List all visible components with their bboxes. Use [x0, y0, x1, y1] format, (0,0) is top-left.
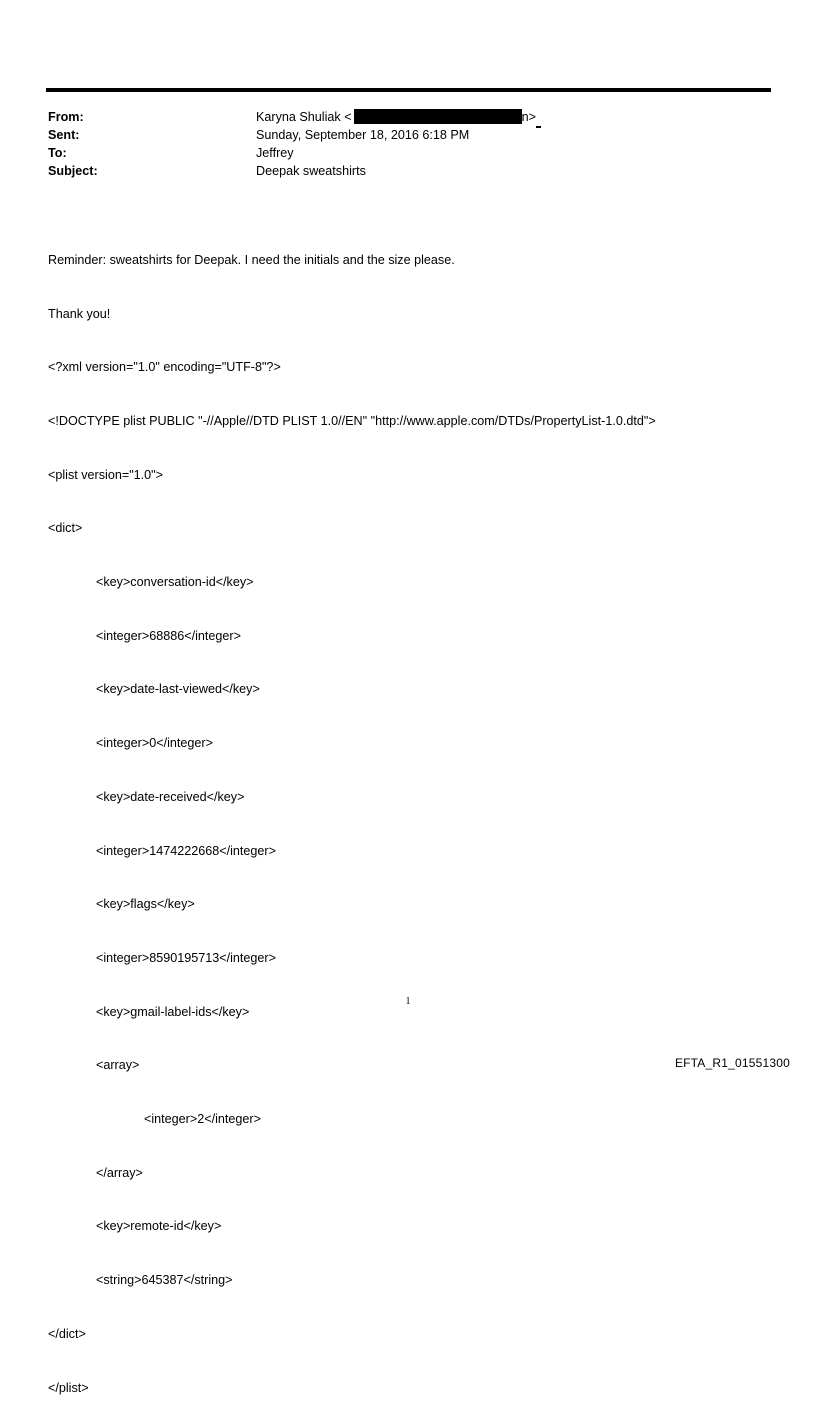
body-line: <key>conversation-id</key>: [96, 575, 254, 590]
body-line: <key>gmail-label-ids</key>: [96, 1004, 250, 1019]
sent-row: [48, 126, 536, 144]
body-line: <integer>68886</integer>: [96, 628, 241, 643]
from-tail: n>: [521, 110, 536, 124]
email-header: [48, 108, 536, 180]
redaction-box: [354, 109, 522, 124]
body-line: <integer>8590195713</integer>: [96, 950, 276, 965]
body-line: <integer>2</integer>: [144, 1112, 261, 1127]
to-value: Jeffrey: [256, 146, 294, 160]
body-line: <dict>: [48, 521, 83, 536]
from-label: From:: [48, 110, 84, 124]
from-value: [256, 108, 536, 126]
to-label: To:: [48, 146, 67, 160]
body-line: </array>: [96, 1165, 143, 1180]
body-line: <key>flags</key>: [96, 897, 195, 912]
email-body: [48, 216, 656, 1415]
body-line: <key>date-received</key>: [96, 789, 245, 804]
body-line: <!DOCTYPE plist PUBLIC "-//Apple//DTD PLIST 1.0//EN" "http://www.apple.com/DTDs/PropertyList-1.0.dtd">: [48, 413, 656, 428]
body-line: <string>645387</string>: [96, 1273, 233, 1288]
body-line: Reminder: sweatshirts for Deepak. I need the initials and the size please.: [48, 252, 455, 267]
subject-value: Deepak sweatshirts: [256, 164, 366, 178]
body-line: </plist>: [48, 1380, 89, 1395]
body-line: </dict>: [48, 1326, 86, 1341]
bates-number: EFTA_R1_01551300: [674, 1056, 790, 1070]
sent-value: Sunday, September 18, 2016 6:18 PM: [256, 128, 470, 142]
body-line: <key>date-last-viewed</key>: [96, 682, 260, 697]
body-line: <integer>0</integer>: [96, 736, 213, 751]
body-line: Thank you!: [48, 306, 111, 321]
subject-label: Subject:: [48, 164, 98, 178]
from-row: [48, 108, 536, 126]
body-line: <plist version="1.0">: [48, 467, 164, 482]
subject-row: [48, 162, 536, 180]
body-line: <key>remote-id</key>: [96, 1219, 222, 1234]
page-number: 1: [405, 996, 411, 1007]
sent-label: Sent:: [48, 128, 80, 142]
to-row: [48, 144, 536, 162]
from-name: Karyna Shuliak <: [256, 110, 352, 124]
body-line: <?xml version="1.0" encoding="UTF-8"?>: [48, 360, 281, 375]
body-line: <array>: [96, 1058, 140, 1073]
header-rule: [46, 88, 771, 92]
stray-mark: [536, 126, 541, 128]
body-line: <integer>1474222668</integer>: [96, 843, 276, 858]
